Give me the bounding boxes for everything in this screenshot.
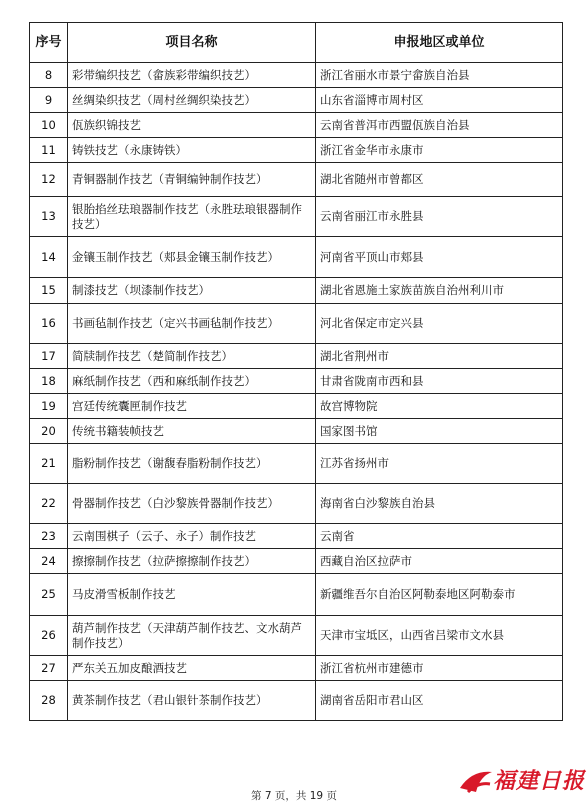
table-row	[30, 394, 563, 419]
header-region: 申报地区或单位	[316, 23, 563, 63]
row-region: 浙江省金华市永康市	[316, 138, 563, 163]
row-region: 海南省白沙黎族自治县	[316, 484, 563, 524]
table-row	[30, 237, 563, 278]
table-row	[30, 163, 563, 197]
row-project-name: 铸铁技艺（永康铸铁）	[68, 138, 316, 163]
row-num: 12	[30, 163, 68, 197]
row-project-name: 擦擦制作技艺（拉萨擦擦制作技艺）	[68, 549, 316, 574]
row-region: 浙江省丽水市景宁畲族自治县	[316, 63, 563, 88]
row-project-name: 黄茶制作技艺（君山银针茶制作技艺）	[68, 681, 316, 721]
row-project-name: 骨器制作技艺（白沙黎族骨器制作技艺）	[68, 484, 316, 524]
row-region: 国家图书馆	[316, 419, 563, 444]
row-num: 27	[30, 656, 68, 681]
row-project-name: 脂粉制作技艺（谢馥春脂粉制作技艺）	[68, 444, 316, 484]
table-row	[30, 444, 563, 484]
row-project-name: 宫廷传统囊匣制作技艺	[68, 394, 316, 419]
table-row	[30, 344, 563, 369]
row-region: 甘肃省陇南市西和县	[316, 369, 563, 394]
row-num: 28	[30, 681, 68, 721]
row-project-name: 严东关五加皮酿酒技艺	[68, 656, 316, 681]
row-region: 新疆维吾尔自治区阿勒泰地区阿勒泰市	[316, 574, 563, 616]
row-project-name: 佤族织锦技艺	[68, 113, 316, 138]
row-project-name: 制漆技艺（坝漆制作技艺）	[68, 278, 316, 304]
header-name: 项目名称	[68, 23, 316, 63]
row-num: 19	[30, 394, 68, 419]
header-num: 序号	[30, 23, 68, 63]
row-project-name: 传统书籍装帧技艺	[68, 419, 316, 444]
table-row	[30, 484, 563, 524]
row-project-name: 银胎掐丝珐琅器制作技艺（永胜珐琅银器制作技艺）	[68, 197, 316, 237]
table-row	[30, 113, 563, 138]
table-row	[30, 524, 563, 549]
row-region: 湖北省恩施土家族苗族自治州利川市	[316, 278, 563, 304]
table-row	[30, 656, 563, 681]
row-project-name: 彩带编织技艺（畲族彩带编织技艺）	[68, 63, 316, 88]
row-project-name: 书画毡制作技艺（定兴书画毡制作技艺）	[68, 304, 316, 344]
project-table	[29, 22, 563, 721]
row-region: 山东省淄博市周村区	[316, 88, 563, 113]
table-row	[30, 549, 563, 574]
table-row	[30, 88, 563, 113]
row-project-name: 青铜器制作技艺（青铜编钟制作技艺）	[68, 163, 316, 197]
row-project-name: 马皮滑雪板制作技艺	[68, 574, 316, 616]
row-project-name: 金镶玉制作技艺（郏县金镶玉制作技艺）	[68, 237, 316, 278]
row-num: 10	[30, 113, 68, 138]
row-num: 25	[30, 574, 68, 616]
row-project-name: 简牍制作技艺（楚简制作技艺）	[68, 344, 316, 369]
table-row	[30, 278, 563, 304]
row-region: 西藏自治区拉萨市	[316, 549, 563, 574]
row-region: 湖南省岳阳市君山区	[316, 681, 563, 721]
row-region: 云南省	[316, 524, 563, 549]
row-num: 9	[30, 88, 68, 113]
row-num: 23	[30, 524, 68, 549]
row-num: 14	[30, 237, 68, 278]
row-num: 26	[30, 616, 68, 656]
row-project-name: 葫芦制作技艺（天津葫芦制作技艺、文水葫芦制作技艺）	[68, 616, 316, 656]
table-row	[30, 419, 563, 444]
row-project-name: 麻纸制作技艺（西和麻纸制作技艺）	[68, 369, 316, 394]
row-region: 湖北省随州市曾都区	[316, 163, 563, 197]
row-project-name: 丝绸染织技艺（周村丝绸织染技艺）	[68, 88, 316, 113]
row-region: 河南省平顶山市郏县	[316, 237, 563, 278]
table-row	[30, 63, 563, 88]
row-region: 浙江省杭州市建德市	[316, 656, 563, 681]
table-row	[30, 369, 563, 394]
table-row	[30, 304, 563, 344]
row-num: 21	[30, 444, 68, 484]
table-header-row	[30, 23, 563, 63]
table-row	[30, 616, 563, 656]
row-num: 24	[30, 549, 68, 574]
newspaper-logo-text: 福建日报	[493, 768, 586, 794]
table-row	[30, 197, 563, 237]
table-row	[30, 138, 563, 163]
row-num: 13	[30, 197, 68, 237]
row-region: 河北省保定市定兴县	[316, 304, 563, 344]
row-region: 江苏省扬州市	[316, 444, 563, 484]
table-row	[30, 574, 563, 616]
row-num: 8	[30, 63, 68, 88]
row-num: 11	[30, 138, 68, 163]
row-project-name: 云南围棋子（云子、永子）制作技艺	[68, 524, 316, 549]
row-region: 湖北省荆州市	[316, 344, 563, 369]
row-region: 天津市宝坻区，山西省吕梁市文水县	[316, 616, 563, 656]
row-num: 18	[30, 369, 68, 394]
row-region: 云南省普洱市西盟佤族自治县	[316, 113, 563, 138]
table-row	[30, 681, 563, 721]
row-num: 15	[30, 278, 68, 304]
row-region: 故宫博物院	[316, 394, 563, 419]
row-region: 云南省丽江市永胜县	[316, 197, 563, 237]
row-num: 16	[30, 304, 68, 344]
row-num: 22	[30, 484, 68, 524]
page-footer: 第 7 页，共 19 页	[251, 790, 337, 802]
row-num: 17	[30, 344, 68, 369]
row-num: 20	[30, 419, 68, 444]
